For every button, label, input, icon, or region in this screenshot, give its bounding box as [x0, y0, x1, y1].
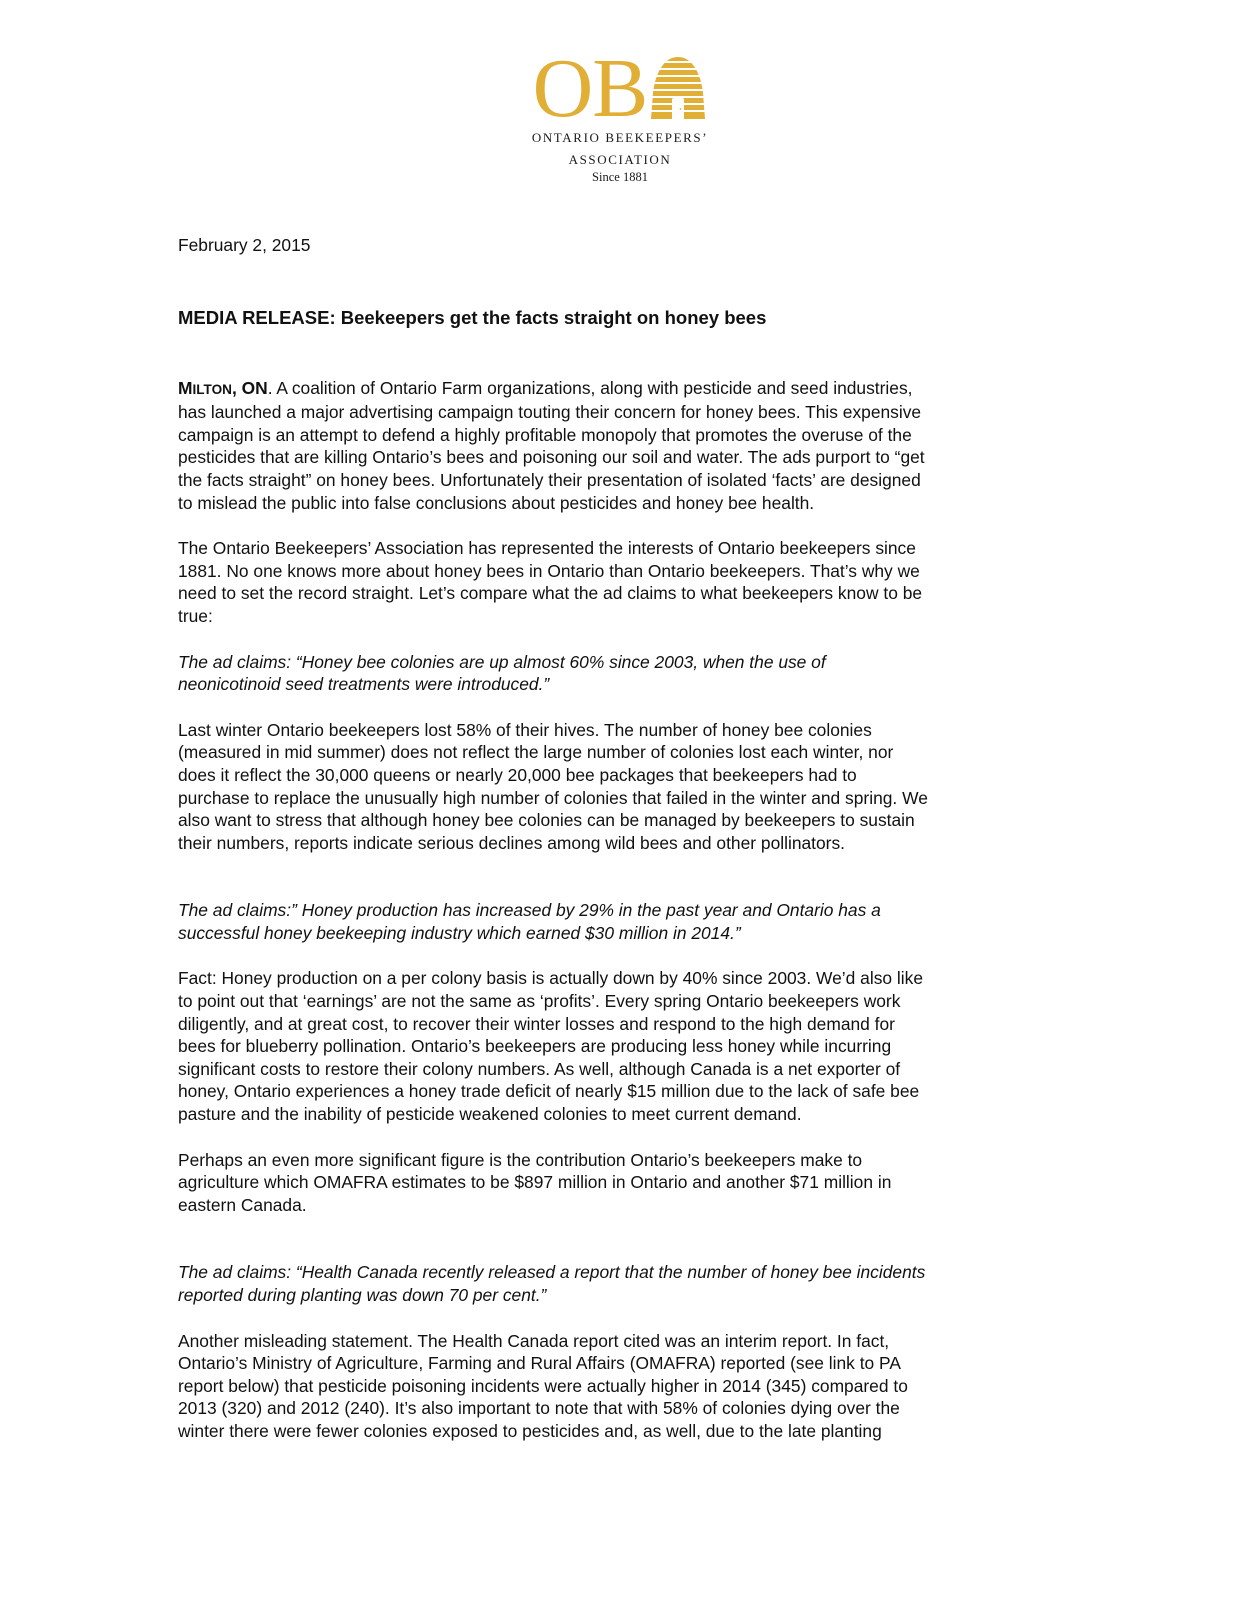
response-line: Another misleading statement. The Health Canada report cited was an interim report. In fact,: [178, 1330, 890, 1351]
intro-line: MILTON, ON. A coalition of Ontario Farm organizations, along with pesticide and seed industries,: [178, 377, 913, 398]
ad-claim-1: [178, 651, 1058, 696]
ad-claim-2: [178, 899, 1058, 944]
ad-claim-3: [178, 1261, 1058, 1306]
claim-line: The ad claims: “Honey bee colonies are up almost 60% since 2003, when the use of: [178, 651, 826, 672]
contribution-paragraph: [178, 1149, 1058, 1217]
oba-logo: [480, 42, 760, 185]
beehive-icon: [649, 55, 707, 121]
response-line: honey, Ontario experiences a honey trade deficit of nearly $15 million due to the lack of safe bee: [178, 1081, 920, 1102]
logo-letters: OB: [532, 42, 648, 135]
response-line: Ontario’s Ministry of Agriculture, Farming and Rural Affairs (OMAFRA) reported (see link to PA: [178, 1353, 901, 1374]
response-line: to point out that ‘earnings’ are not the same as ‘profits’. Every spring Ontario beekeepers work: [178, 991, 901, 1012]
claim-line: The ad claims:” Honey production has increased by 29% in the past year and Ontario has a: [178, 900, 881, 921]
response-line: 2013 (320) and 2012 (240). It’s also important to note that with 58% of colonies dying over the: [178, 1398, 900, 1419]
dateline: MILTON, ON: [178, 377, 268, 398]
response-line: diligently, and at great cost, to recover their winter losses and respond to the high demand for: [178, 1013, 895, 1034]
response-line: significant costs to restore their colony numbers. As well, although Canada is a net exporter of: [178, 1058, 901, 1079]
oba-line: true:: [178, 605, 213, 626]
claim-line: neonicotinoid seed treatments were introduced.”: [178, 674, 550, 695]
claim-line: reported during planting was down 70 per cent.”: [178, 1285, 547, 1305]
oba-line: 1881. No one knows more about honey bees in Ontario than Ontario beekeepers. That’s why we: [178, 560, 920, 581]
response-3-paragraph: [178, 1330, 1058, 1443]
response-line: report below) that pesticide poisoning incidents were actually higher in 2014 (345) compared to: [178, 1375, 908, 1396]
response-line: winter there were fewer colonies exposed to pesticides and, as well, due to the late planting: [178, 1420, 882, 1441]
response-line: purchase to replace the unusually high number of colonies that failed in the winter and spring. We: [178, 787, 928, 808]
logo-since: Since 1881: [592, 170, 648, 184]
response-line: does it reflect the 30,000 queens or nearly 20,000 bee packages that beekeepers had to: [178, 764, 857, 785]
response-line: (measured in mid summer) does not reflect the large number of colonies lost each winter, nor: [178, 742, 894, 763]
intro-line: has launched a major advertising campaign touting their concern for honey bees. This expensive: [178, 402, 922, 423]
response-line: Last winter Ontario beekeepers lost 58% of their hives. The number of honey bee colonies: [178, 719, 872, 740]
response-line: also want to stress that although honey bee colonies can be managed by beekeepers to sustain: [178, 810, 915, 831]
response-line: pasture and the inability of pesticide weakened colonies to meet current demand.: [178, 1104, 802, 1125]
contribution-line: agriculture which OMAFRA estimates to be $897 million in Ontario and another $71 million in: [178, 1172, 892, 1193]
response-1-paragraph: [178, 719, 1058, 855]
claim-line: successful honey beekeeping industry which earned $30 million in 2014.”: [178, 922, 741, 943]
response-line: bees for blueberry pollination. Ontario’s beekeepers are producing less honey while incurring: [178, 1036, 892, 1057]
headline: MEDIA RELEASE: Beekeepers get the facts straight on honey bees: [178, 306, 767, 328]
contribution-line: Perhaps an even more significant figure is the contribution Ontario’s beekeepers make to: [178, 1149, 863, 1170]
logo-org-name-line1: ONTARIO BEEKEEPERS’: [531, 130, 709, 145]
response-line: Fact: Honey production on a per colony basis is actually down by 40% since 2003. We’d also like: [178, 968, 923, 989]
oba-paragraph: [178, 537, 1058, 627]
intro-paragraph: [178, 377, 1058, 515]
release-date: February 2, 2015: [178, 235, 311, 255]
claim-line: The ad claims: “Health Canada recently released a report that the number of honey bee incidents: [178, 1262, 926, 1283]
logo-mark: [480, 42, 760, 135]
document-body: [178, 234, 1058, 1443]
oba-line: The Ontario Beekeepers’ Association has represented the interests of Ontario beekeepers since: [178, 538, 916, 559]
oba-line: need to set the record straight. Let’s compare what the ad claims to what beekeepers know to be: [178, 583, 923, 604]
intro-line: campaign is an attempt to defend a highly profitable monopoly that promotes the overuse of the: [178, 424, 912, 445]
intro-line: to mislead the public into false conclusions about pesticides and honey bee health.: [178, 492, 815, 513]
contribution-line: eastern Canada.: [178, 1194, 307, 1215]
intro-line: pesticides that are killing Ontario’s bees and poisoning our soil and water. The ads purport to “get: [178, 447, 925, 468]
response-2-paragraph: [178, 967, 1058, 1125]
response-line: their numbers, reports indicate serious declines among wild bees and other pollinators.: [178, 832, 846, 853]
intro-line: the facts straight” on honey bees. Unfortunately their presentation of isolated ‘facts’ are designed: [178, 469, 921, 490]
logo-org-name-line2: ASSOCIATION: [568, 152, 672, 167]
